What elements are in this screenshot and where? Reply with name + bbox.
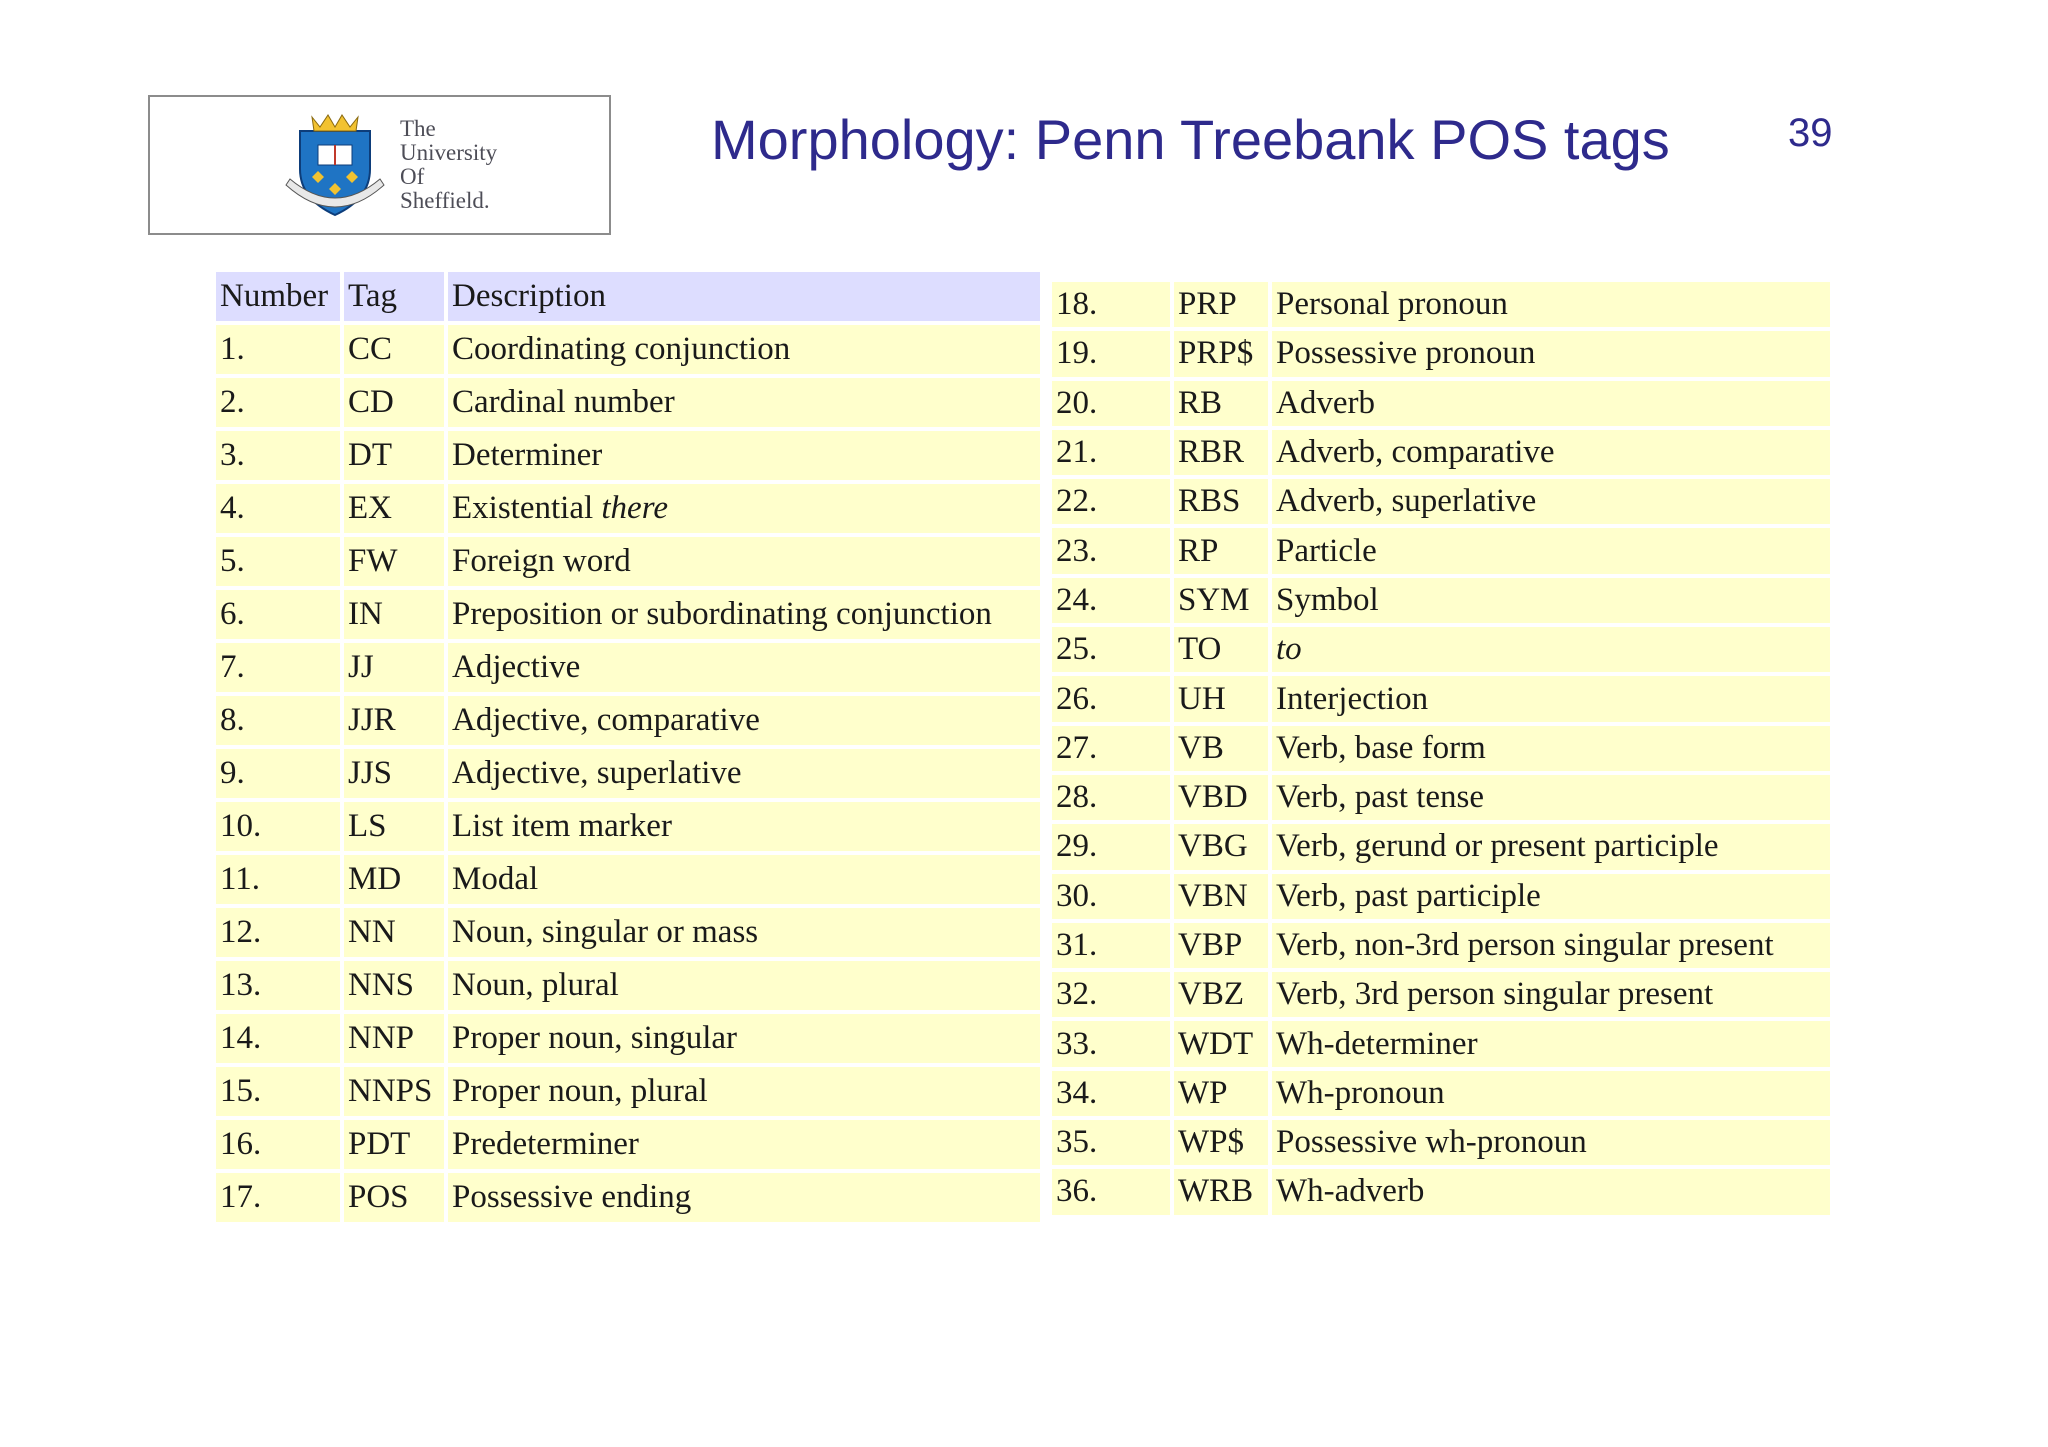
row-tag: FW (344, 537, 444, 586)
description-text: Proper noun, singular (452, 1020, 738, 1056)
logo-wordmark (400, 117, 497, 213)
row-number: 1. (216, 325, 340, 374)
description-text: Preposition or subordinating conjunction (452, 596, 992, 632)
row-number: 2. (216, 378, 340, 427)
table-row (1052, 874, 1830, 919)
row-number: 22. (1052, 479, 1170, 524)
row-number: 23. (1052, 528, 1170, 573)
row-tag: PDT (344, 1120, 444, 1169)
row-tag: RBS (1174, 479, 1268, 524)
logo-line: Sheffield. (400, 188, 490, 213)
row-number: 24. (1052, 578, 1170, 623)
row-number: 5. (216, 537, 340, 586)
header-tag: Tag (344, 272, 444, 321)
description-text: Wh-adverb (1276, 1173, 1425, 1210)
row-description (1272, 874, 1830, 919)
table-row (216, 537, 1040, 586)
table-row (1052, 331, 1830, 376)
row-tag: MD (344, 855, 444, 904)
row-tag: NNS (344, 961, 444, 1010)
row-tag: TO (1174, 627, 1268, 672)
description-text: Foreign word (452, 543, 631, 579)
description-text: Predeterminer (452, 1126, 639, 1162)
slide-title: Morphology: Penn Treebank POS tags (711, 108, 1670, 171)
row-tag: SYM (1174, 578, 1268, 623)
row-number: 27. (1052, 726, 1170, 771)
description-text: Cardinal number (452, 384, 675, 420)
row-description (448, 378, 1040, 427)
description-text: to (1276, 631, 1302, 668)
table-row (216, 696, 1040, 745)
row-description (1272, 972, 1830, 1017)
logo-line: Of (400, 164, 425, 189)
row-tag: POS (344, 1173, 444, 1222)
table-header-row (216, 272, 1040, 321)
row-number: 14. (216, 1014, 340, 1063)
row-description (1272, 331, 1830, 376)
row-description (1272, 1071, 1830, 1116)
row-description (448, 590, 1040, 639)
table-row (216, 908, 1040, 957)
row-number: 13. (216, 961, 340, 1010)
row-number: 12. (216, 908, 340, 957)
row-description (448, 643, 1040, 692)
description-text: Determiner (452, 437, 603, 473)
row-number: 18. (1052, 282, 1170, 327)
row-tag: RP (1174, 528, 1268, 573)
description-text: Personal pronoun (1276, 286, 1508, 323)
row-number: 4. (216, 484, 340, 533)
row-number: 33. (1052, 1021, 1170, 1066)
description-text: Adverb (1276, 384, 1375, 421)
table-row (216, 1173, 1040, 1222)
row-number: 8. (216, 696, 340, 745)
row-description (448, 855, 1040, 904)
table-row (1052, 381, 1830, 426)
description-text: Coordinating conjunction (452, 331, 791, 367)
row-tag: PRP (1174, 282, 1268, 327)
row-number: 16. (216, 1120, 340, 1169)
row-description (1272, 381, 1830, 426)
row-number: 21. (1052, 430, 1170, 475)
row-tag: EX (344, 484, 444, 533)
logo-line: The (400, 116, 436, 141)
row-tag: NN (344, 908, 444, 957)
row-description (1272, 923, 1830, 968)
description-text: Interjection (1276, 680, 1429, 717)
row-number: 29. (1052, 824, 1170, 869)
description-text: Proper noun, plural (452, 1073, 708, 1109)
table-row (1052, 430, 1830, 475)
row-description (1272, 528, 1830, 573)
row-tag: LS (344, 802, 444, 851)
table-row (216, 1014, 1040, 1063)
pos-tags-table-right (1048, 278, 1834, 1219)
row-number: 19. (1052, 331, 1170, 376)
row-tag: VBP (1174, 923, 1268, 968)
table-row (216, 802, 1040, 851)
row-tag: RB (1174, 381, 1268, 426)
description-italic-word: there (601, 490, 668, 526)
table-row (1052, 1120, 1830, 1165)
row-number: 9. (216, 749, 340, 798)
university-logo (148, 95, 611, 235)
row-description (448, 696, 1040, 745)
row-number: 17. (216, 1173, 340, 1222)
description-text: Adverb, superlative (1276, 483, 1537, 520)
pos-tags-table-left (212, 268, 1044, 1226)
row-description (448, 484, 1040, 533)
table-row (216, 1120, 1040, 1169)
table-row (1052, 1021, 1830, 1066)
row-description (448, 1173, 1040, 1222)
row-tag: WP (1174, 1071, 1268, 1116)
row-tag: UH (1174, 676, 1268, 721)
row-description (448, 1120, 1040, 1169)
table-row (216, 378, 1040, 427)
description-text: Adjective (452, 649, 581, 685)
row-description (1272, 1120, 1830, 1165)
row-number: 7. (216, 643, 340, 692)
row-description (448, 961, 1040, 1010)
header-number: Number (216, 272, 340, 321)
table-row (216, 484, 1040, 533)
description-text: Possessive pronoun (1276, 335, 1536, 372)
row-description (1272, 726, 1830, 771)
description-text: Noun, plural (452, 967, 619, 1003)
row-number: 34. (1052, 1071, 1170, 1116)
row-tag: WRB (1174, 1169, 1268, 1214)
row-tag: VBZ (1174, 972, 1268, 1017)
description-text: Possessive ending (452, 1179, 692, 1215)
description-text: Adjective, comparative (452, 702, 760, 738)
row-number: 31. (1052, 923, 1170, 968)
row-number: 20. (1052, 381, 1170, 426)
row-description (448, 749, 1040, 798)
row-description (448, 431, 1040, 480)
table-row (216, 590, 1040, 639)
table-row (1052, 1071, 1830, 1116)
row-tag: VB (1174, 726, 1268, 771)
row-number: 10. (216, 802, 340, 851)
row-description (1272, 479, 1830, 524)
table-row (216, 855, 1040, 904)
row-number: 26. (1052, 676, 1170, 721)
row-description (448, 537, 1040, 586)
row-tag: PRP$ (1174, 331, 1268, 376)
table-row (1052, 923, 1830, 968)
row-number: 25. (1052, 627, 1170, 672)
row-tag: CD (344, 378, 444, 427)
table-row (216, 749, 1040, 798)
row-number: 30. (1052, 874, 1170, 919)
row-description (448, 325, 1040, 374)
row-tag: CC (344, 325, 444, 374)
row-tag: JJS (344, 749, 444, 798)
row-tag: NNP (344, 1014, 444, 1063)
table-row (216, 325, 1040, 374)
row-tag: JJR (344, 696, 444, 745)
row-number: 32. (1052, 972, 1170, 1017)
row-description (1272, 627, 1830, 672)
description-text: Verb, past participle (1276, 877, 1541, 914)
table-row (1052, 824, 1830, 869)
description-text: Verb, non-3rd person singular present (1276, 927, 1774, 963)
description-text: Verb, 3rd person singular present (1276, 976, 1714, 1013)
table-row (1052, 726, 1830, 771)
university-crest-icon (282, 111, 388, 223)
table-row (216, 431, 1040, 480)
row-tag: IN (344, 590, 444, 639)
table-row (1052, 676, 1830, 721)
description-text: Wh-determiner (1276, 1025, 1478, 1062)
row-description (448, 908, 1040, 957)
description-text: Symbol (1276, 581, 1379, 618)
description-text: Verb, gerund or present participle (1276, 828, 1719, 865)
row-tag: DT (344, 431, 444, 480)
table-row (1052, 578, 1830, 623)
description-text: Possessive wh-pronoun (1276, 1124, 1587, 1161)
table-row (1052, 282, 1830, 327)
description-text: Adverb, comparative (1276, 434, 1555, 471)
row-description (1272, 578, 1830, 623)
row-description (1272, 775, 1830, 820)
row-tag: VBD (1174, 775, 1268, 820)
table-row (216, 1067, 1040, 1116)
row-description (1272, 1169, 1830, 1214)
row-tag: VBN (1174, 874, 1268, 919)
row-description (448, 1014, 1040, 1063)
header-description: Description (448, 272, 1040, 321)
description-text: Modal (452, 861, 539, 897)
row-tag: WP$ (1174, 1120, 1268, 1165)
row-tag: VBG (1174, 824, 1268, 869)
row-number: 3. (216, 431, 340, 480)
row-number: 35. (1052, 1120, 1170, 1165)
row-description (1272, 430, 1830, 475)
row-number: 15. (216, 1067, 340, 1116)
row-tag: RBR (1174, 430, 1268, 475)
table-row (1052, 972, 1830, 1017)
row-tag: NNPS (344, 1067, 444, 1116)
description-text: List item marker (452, 808, 672, 844)
table-row (216, 961, 1040, 1010)
description-text: Verb, base form (1276, 729, 1486, 766)
description-text: Noun, singular or mass (452, 914, 759, 950)
row-description (1272, 282, 1830, 327)
row-description (448, 802, 1040, 851)
row-number: 36. (1052, 1169, 1170, 1214)
row-tag: WDT (1174, 1021, 1268, 1066)
description-text: Particle (1276, 532, 1377, 569)
table-row (1052, 479, 1830, 524)
row-number: 6. (216, 590, 340, 639)
row-number: 11. (216, 855, 340, 904)
row-description (1272, 1021, 1830, 1066)
table-row (1052, 627, 1830, 672)
row-tag: JJ (344, 643, 444, 692)
row-description (1272, 824, 1830, 869)
table-row (216, 643, 1040, 692)
slide-number: 39 (1788, 111, 1833, 155)
table-row (1052, 528, 1830, 573)
logo-line: University (400, 140, 498, 165)
description-text: Verb, past tense (1276, 779, 1485, 816)
row-number: 28. (1052, 775, 1170, 820)
table-row (1052, 1169, 1830, 1214)
description-text: Wh-pronoun (1276, 1074, 1445, 1111)
description-text: Existential (452, 490, 594, 526)
row-description (448, 1067, 1040, 1116)
table-row (1052, 775, 1830, 820)
row-description (1272, 676, 1830, 721)
description-text: Adjective, superlative (452, 755, 742, 791)
